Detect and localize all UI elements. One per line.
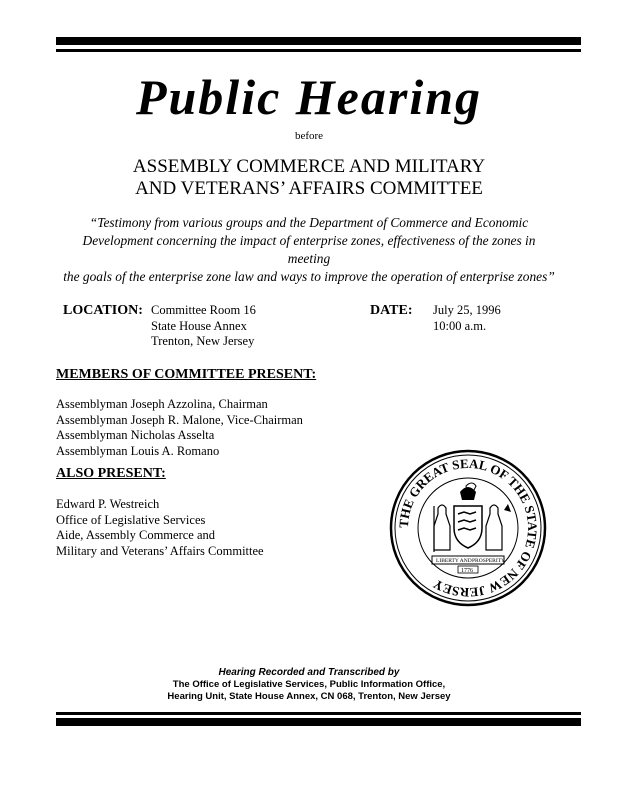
committee-line-1: ASSEMBLY COMMERCE AND MILITARY xyxy=(132,156,486,177)
location-line: State House Annex xyxy=(151,318,247,333)
also-present-list xyxy=(56,497,264,559)
also-present-item: Aide, Assembly Commerce and xyxy=(56,528,215,542)
also-present-item: Office of Legislative Services xyxy=(56,512,206,527)
member-item: Assemblyman Louis A. Romano xyxy=(56,443,220,458)
seal-year: 1776 xyxy=(461,568,473,574)
bottom-rule-thick xyxy=(56,718,581,726)
footer-line-1: Hearing Recorded and Transcribed by xyxy=(218,667,400,678)
footer-line-3: Hearing Unit, State House Annex, CN 068, Trenton, New Jersey xyxy=(167,691,451,702)
seal-banner-right: PROSPERITY xyxy=(472,558,506,564)
state-seal-icon xyxy=(388,448,548,608)
date-line: July 25, 1996 xyxy=(433,303,501,317)
location-details xyxy=(151,303,256,350)
top-rule-thick xyxy=(56,37,581,45)
also-present-heading: ALSO PRESENT: xyxy=(56,466,166,481)
seal-cornucopia xyxy=(504,504,511,512)
seal-shield xyxy=(454,506,482,548)
testimony-description xyxy=(60,214,558,286)
seal-banner-left: LIBERTY AND xyxy=(436,558,472,564)
date-details xyxy=(433,303,501,334)
footer-line-2: The Office of Legislative Services, Public Information Office, xyxy=(172,679,446,690)
testimony-line-2: Development concerning the impact of enterprise zones, effectiveness of the zones in meeting xyxy=(82,233,536,266)
date-label: DATE: xyxy=(370,303,413,318)
seal-plows xyxy=(458,512,476,530)
testimony-line-1: “Testimony from various groups and the Department of Commerce and Economic xyxy=(89,215,529,230)
member-item: Assemblyman Joseph Azzolina, Chairman xyxy=(56,397,268,411)
committee-name xyxy=(0,156,618,200)
members-heading: MEMBERS OF COMMITTEE PRESENT: xyxy=(56,367,317,382)
seal-liberty-figure xyxy=(434,505,450,550)
location-line: Committee Room 16 xyxy=(151,303,256,317)
page-title: Public Hearing xyxy=(135,69,483,125)
seal-ceres-figure xyxy=(486,505,502,550)
member-item: Assemblyman Nicholas Asselta xyxy=(56,428,215,442)
seal-helmet xyxy=(460,487,476,500)
top-rule-thin xyxy=(56,49,581,52)
location-label: LOCATION: xyxy=(63,303,143,318)
seal-ring-textpath: THE GREAT SEAL OF THE STATE OF NEW JERSEY xyxy=(395,455,541,601)
time-line: 10:00 a.m. xyxy=(433,318,487,333)
also-present-item: Edward P. Westreich xyxy=(56,497,160,511)
also-present-item: Military and Veterans’ Affairs Committee xyxy=(56,543,264,558)
testimony-line-3: the goals of the enterprise zone law and ways to improve the operation of enterprise zones” xyxy=(63,269,555,284)
members-list xyxy=(56,397,303,459)
before-text: before xyxy=(294,130,324,142)
location-line: Trenton, New Jersey xyxy=(151,334,255,348)
committee-line-2: AND VETERANS’ AFFAIRS COMMITTEE xyxy=(135,178,483,199)
bottom-rule-thin xyxy=(56,712,581,715)
member-item: Assemblyman Joseph R. Malone, Vice-Chairman xyxy=(56,412,303,427)
transcription-footer xyxy=(0,667,618,703)
